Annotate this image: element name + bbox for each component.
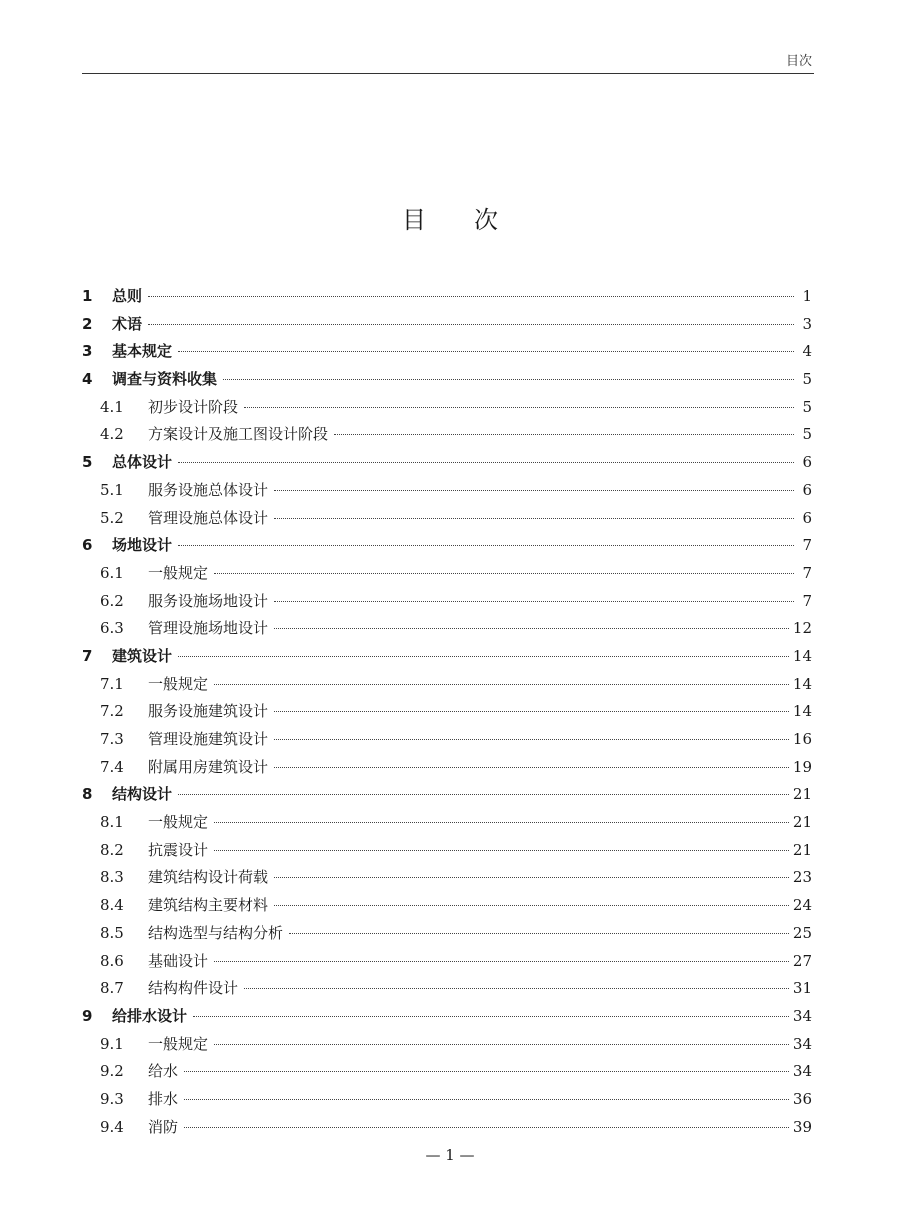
toc-entry[interactable] bbox=[82, 366, 812, 394]
dot-leader bbox=[214, 822, 789, 823]
toc-entry[interactable] bbox=[82, 1058, 812, 1086]
toc-entry-page: 36 bbox=[792, 1089, 812, 1108]
dot-leader bbox=[178, 351, 794, 352]
toc-entry-number: 9.3 bbox=[100, 1089, 124, 1108]
dot-leader bbox=[178, 794, 789, 795]
dot-leader bbox=[289, 933, 789, 934]
toc-entry-number: 1 bbox=[82, 287, 93, 305]
dot-leader bbox=[223, 379, 794, 380]
dot-leader bbox=[274, 877, 789, 878]
toc-entry[interactable] bbox=[82, 754, 812, 782]
toc-entry[interactable] bbox=[82, 532, 812, 560]
toc-entry-label: 一般规定 bbox=[148, 1034, 209, 1053]
toc-entry-number: 7.2 bbox=[100, 702, 124, 721]
toc-entry-label: 服务设施场地设计 bbox=[148, 591, 269, 610]
running-header: 目次 bbox=[785, 54, 812, 69]
toc-entry[interactable] bbox=[82, 615, 812, 643]
toc-entry[interactable] bbox=[82, 643, 812, 671]
toc-entry-number: 7.3 bbox=[100, 730, 124, 748]
toc-entry[interactable] bbox=[82, 477, 812, 505]
toc-entry[interactable] bbox=[82, 726, 812, 754]
dot-leader bbox=[178, 656, 789, 657]
toc-entry-number: 5 bbox=[82, 453, 93, 472]
toc-entry-number: 4 bbox=[82, 370, 93, 389]
dot-leader bbox=[214, 850, 789, 851]
dot-leader bbox=[178, 545, 794, 546]
toc-entry-number: 9.1 bbox=[100, 1034, 124, 1053]
toc-entry-number: 8.2 bbox=[100, 840, 124, 859]
dot-leader bbox=[193, 1016, 789, 1017]
toc-entry-label: 服务设施总体设计 bbox=[148, 480, 269, 499]
toc-entry[interactable] bbox=[82, 505, 812, 533]
toc-entry-label: 抗震设计 bbox=[148, 840, 209, 859]
toc-entry[interactable] bbox=[82, 920, 812, 948]
toc-entry-number: 8.7 bbox=[100, 979, 124, 998]
toc-entry[interactable] bbox=[82, 698, 812, 726]
toc-entry-label: 结构设计 bbox=[112, 785, 173, 804]
toc-entry-page: 5 bbox=[802, 425, 812, 444]
toc-entry-label: 建筑设计 bbox=[112, 646, 173, 665]
toc-entry[interactable] bbox=[82, 283, 812, 311]
dot-leader bbox=[274, 739, 789, 740]
page-number: — 1 — bbox=[425, 1146, 475, 1164]
toc-entry-label: 初步设计阶段 bbox=[148, 397, 239, 416]
toc-entry-number: 5.1 bbox=[100, 480, 124, 499]
toc-entry[interactable] bbox=[82, 588, 812, 616]
toc-entry-page: 14 bbox=[792, 646, 812, 665]
toc-entry-label: 术语 bbox=[112, 314, 143, 333]
dot-leader bbox=[148, 324, 794, 325]
toc-entry-number: 7.1 bbox=[100, 674, 124, 693]
dot-leader bbox=[184, 1127, 789, 1128]
toc-entry-number: 8.6 bbox=[100, 951, 124, 970]
toc-entry-number: 9.4 bbox=[100, 1117, 124, 1136]
toc-entry-page: 16 bbox=[792, 730, 812, 748]
dot-leader bbox=[244, 407, 794, 408]
toc-entry-label: 结构构件设计 bbox=[148, 979, 239, 998]
header-divider bbox=[82, 73, 814, 74]
toc-entry-number: 8.4 bbox=[100, 896, 124, 915]
toc-entry-page: 34 bbox=[792, 1034, 812, 1053]
toc-entry[interactable] bbox=[82, 311, 812, 339]
toc-entry-page: 4 bbox=[802, 342, 812, 361]
toc-entry-number: 9.2 bbox=[100, 1062, 124, 1081]
toc-entry-number: 6.3 bbox=[100, 619, 124, 638]
dot-leader bbox=[214, 573, 794, 574]
toc-entry-number: 2 bbox=[82, 314, 93, 333]
toc-entry-number: 6 bbox=[82, 536, 93, 555]
dot-leader bbox=[274, 905, 789, 906]
toc-entry-label: 一般规定 bbox=[148, 674, 209, 693]
toc-entry[interactable] bbox=[82, 948, 812, 976]
toc-entry-page: 31 bbox=[792, 979, 812, 998]
toc-entry-label: 消防 bbox=[148, 1117, 179, 1136]
dot-leader bbox=[274, 490, 794, 491]
toc-entry-number: 8.3 bbox=[100, 868, 124, 887]
toc-entry-label: 调查与资料收集 bbox=[112, 370, 218, 389]
toc-entry-number: 9 bbox=[82, 1006, 93, 1025]
toc-entry[interactable] bbox=[82, 1114, 812, 1142]
toc-entry-page: 27 bbox=[792, 951, 812, 970]
dot-leader bbox=[274, 601, 794, 602]
toc-entry[interactable] bbox=[82, 809, 812, 837]
toc-entry-page: 3 bbox=[802, 314, 812, 333]
toc-entry-page: 6 bbox=[802, 508, 812, 527]
toc-entry-label: 场地设计 bbox=[112, 536, 173, 555]
toc-entry-number: 3 bbox=[82, 342, 93, 361]
toc-entry-label: 基础设计 bbox=[148, 951, 209, 970]
toc-entry-page: 21 bbox=[792, 785, 812, 804]
toc-entry-number: 8.5 bbox=[100, 923, 124, 942]
toc-entry-label: 给排水设计 bbox=[112, 1006, 188, 1025]
toc-entry-page: 39 bbox=[792, 1117, 812, 1136]
toc-entry-label: 排水 bbox=[148, 1089, 179, 1108]
toc-entry-page: 6 bbox=[802, 480, 812, 499]
toc-entry-number: 6.2 bbox=[100, 591, 124, 610]
toc-entry-page: 6 bbox=[802, 453, 812, 472]
toc-entry-page: 7 bbox=[802, 591, 812, 610]
dot-leader bbox=[178, 462, 794, 463]
toc-entry[interactable] bbox=[82, 449, 812, 477]
toc-entry-page: 24 bbox=[792, 896, 812, 915]
toc-entry-page: 25 bbox=[792, 923, 812, 942]
dot-leader bbox=[334, 434, 794, 435]
toc-entry-label: 总则 bbox=[112, 287, 143, 305]
toc-entry[interactable] bbox=[82, 781, 812, 809]
toc-entry-label: 方案设计及施工图设计阶段 bbox=[148, 425, 329, 444]
toc-entry-page: 34 bbox=[792, 1062, 812, 1081]
toc-entry-page: 21 bbox=[792, 813, 812, 832]
dot-leader bbox=[214, 684, 789, 685]
toc-entry[interactable] bbox=[82, 975, 812, 1003]
toc-entry[interactable] bbox=[82, 338, 812, 366]
toc-entry[interactable] bbox=[82, 394, 812, 422]
toc-entry-page: 23 bbox=[792, 868, 812, 887]
dot-leader bbox=[274, 711, 789, 712]
dot-leader bbox=[214, 1044, 789, 1045]
toc-entry-page: 7 bbox=[802, 563, 812, 582]
toc-entry-label: 总体设计 bbox=[112, 453, 173, 472]
toc-entry-number: 6.1 bbox=[100, 563, 124, 582]
toc-entry-number: 4.1 bbox=[100, 397, 124, 416]
toc-entry-label: 附属用房建筑设计 bbox=[148, 757, 269, 776]
toc-entry-page: 14 bbox=[792, 702, 812, 721]
toc-entry-label: 管理设施场地设计 bbox=[148, 619, 269, 638]
toc-entry[interactable] bbox=[82, 864, 812, 892]
toc-entry[interactable] bbox=[82, 892, 812, 920]
dot-leader bbox=[214, 961, 789, 962]
toc-entry[interactable] bbox=[82, 837, 812, 865]
dot-leader bbox=[244, 988, 789, 989]
toc-entry-label: 服务设施建筑设计 bbox=[148, 702, 269, 721]
toc-entry-page: 5 bbox=[802, 370, 812, 389]
toc-entry-number: 5.2 bbox=[100, 508, 124, 527]
toc-entry-label: 建筑结构设计荷载 bbox=[148, 868, 269, 887]
dot-leader bbox=[274, 767, 789, 768]
toc-entry-label: 基本规定 bbox=[112, 342, 173, 361]
toc-entry-page: 21 bbox=[792, 840, 812, 859]
toc-entry-number: 8.1 bbox=[100, 813, 124, 832]
toc-entry-label: 管理设施建筑设计 bbox=[148, 730, 269, 748]
toc-entry[interactable] bbox=[82, 421, 812, 449]
toc-entry-page: 5 bbox=[802, 397, 812, 416]
toc-entry-label: 一般规定 bbox=[148, 563, 209, 582]
toc-entry-label: 管理设施总体设计 bbox=[148, 508, 269, 527]
dot-leader bbox=[184, 1071, 789, 1072]
toc-entry[interactable] bbox=[82, 1003, 812, 1031]
toc-entry-page: 14 bbox=[792, 674, 812, 693]
toc-entry-label: 给水 bbox=[148, 1062, 179, 1081]
page-title: 目次 bbox=[402, 206, 546, 234]
toc-entry[interactable] bbox=[82, 1031, 812, 1059]
toc-entry-number: 7.4 bbox=[100, 757, 124, 776]
dot-leader bbox=[274, 628, 789, 629]
toc-entry-label: 建筑结构主要材料 bbox=[148, 896, 269, 915]
toc-entry-number: 8 bbox=[82, 785, 93, 804]
toc-entry-page: 7 bbox=[802, 536, 812, 555]
table-of-contents bbox=[82, 283, 812, 1141]
toc-entry-label: 一般规定 bbox=[148, 813, 209, 832]
dot-leader bbox=[274, 518, 794, 519]
toc-entry-page: 34 bbox=[792, 1006, 812, 1025]
toc-entry[interactable] bbox=[82, 1086, 812, 1114]
toc-entry-number: 4.2 bbox=[100, 425, 124, 444]
toc-entry-label: 结构选型与结构分析 bbox=[148, 923, 284, 942]
dot-leader bbox=[148, 296, 794, 297]
dot-leader bbox=[184, 1099, 789, 1100]
toc-entry-page: 12 bbox=[792, 619, 812, 638]
toc-entry-page: 1 bbox=[802, 287, 812, 305]
toc-entry[interactable] bbox=[82, 671, 812, 699]
toc-entry-page: 19 bbox=[792, 757, 812, 776]
toc-entry[interactable] bbox=[82, 560, 812, 588]
toc-entry-number: 7 bbox=[82, 646, 93, 665]
